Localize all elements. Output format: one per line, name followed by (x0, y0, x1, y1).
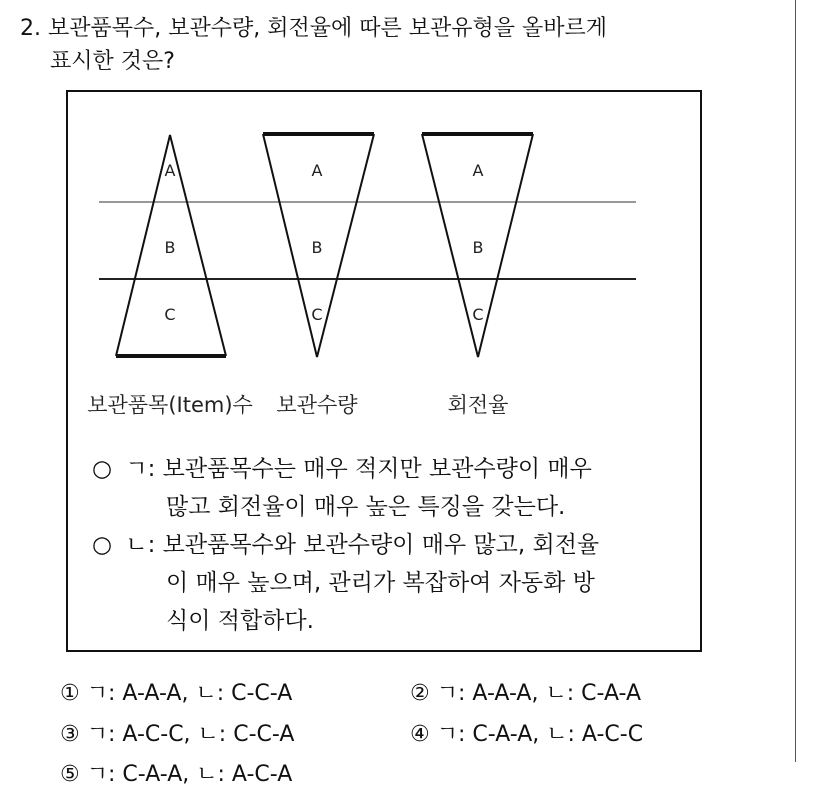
zone-label-c: C (311, 305, 323, 324)
caption-quantity: 보관수량 (276, 393, 358, 417)
bullet-circle: ○ (92, 456, 113, 482)
option-number: ③ (60, 722, 80, 747)
option-3[interactable] (60, 717, 294, 748)
option-number: ② (410, 681, 430, 706)
option-text: ㄱ: C-A-A, ㄴ: A-C-A (86, 762, 293, 787)
option-5[interactable] (60, 757, 292, 788)
statement-text: 보관품목수는 매우 적지만 보관수량이 매우 (162, 456, 592, 482)
statement-text: 식이 적합하다. (166, 608, 314, 634)
question-line-1: 2. 보관품목수, 보관수량, 회전율에 따른 보관유형을 올바르게 (20, 16, 607, 41)
zone-label-b: B (472, 238, 484, 257)
zone-label-c: C (164, 305, 176, 324)
caption-items: 보관품목(Item)수 (87, 393, 253, 417)
zone-label-c: C (472, 305, 484, 324)
option-text: ㄱ: A-A-A, ㄴ: C-C-A (86, 681, 293, 706)
option-number: ① (60, 681, 80, 706)
statement-b (92, 526, 599, 640)
zone-label-b: B (311, 238, 323, 257)
option-text: ㄱ: A-C-C, ㄴ: C-C-A (86, 722, 295, 747)
caption-turnover: 회전율 (447, 393, 509, 417)
option-2[interactable] (410, 676, 641, 707)
option-4[interactable] (410, 717, 643, 748)
zone-label-a: A (311, 161, 323, 180)
zone-label-a: A (164, 161, 176, 180)
bullet-circle: ○ (92, 532, 113, 558)
option-number: ④ (410, 722, 430, 747)
statement-text: 많고 회전율이 매우 높은 특징을 갖는다. (166, 494, 566, 520)
option-text: ㄱ: C-A-A, ㄴ: A-C-C (436, 722, 644, 747)
statement-marker: ㄱ: (125, 456, 156, 482)
statement-text: 이 매우 높으며, 관리가 복잡하여 자동화 방 (166, 570, 595, 596)
option-number: ⑤ (60, 762, 80, 787)
zone-label-a: A (472, 161, 484, 180)
zone-label-b: B (164, 238, 176, 257)
statement-marker: ㄴ: (125, 532, 156, 558)
question-line-2: 표시한 것은? (50, 49, 175, 74)
option-text: ㄱ: A-A-A, ㄴ: C-A-A (436, 681, 642, 706)
statement-text: 보관품목수와 보관수량이 매우 많고, 회전율 (162, 532, 600, 558)
option-1[interactable] (60, 676, 292, 707)
statement-a (92, 450, 592, 526)
